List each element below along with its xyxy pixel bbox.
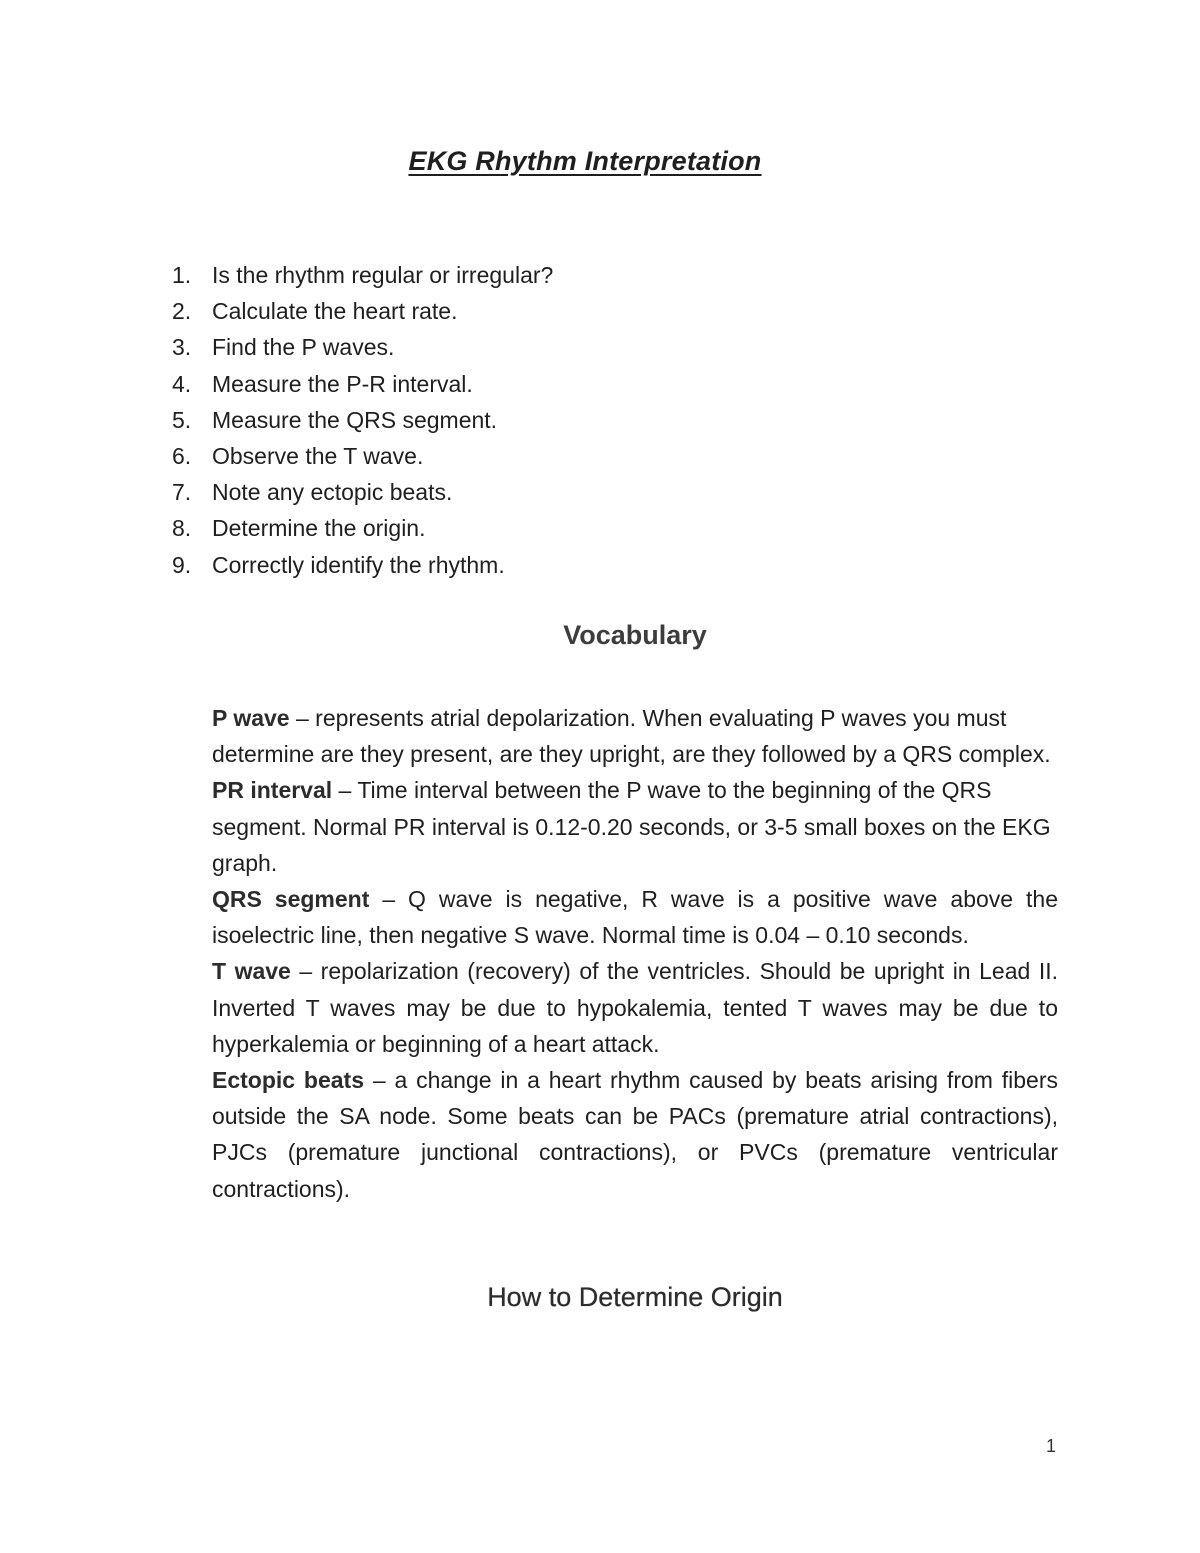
step-number: 5. <box>172 406 192 433</box>
list-item <box>172 366 553 402</box>
vocabulary-definition: – represents atrial depolarization. When evaluating P waves you must determine are they present, are they upright, are they followed by a QRS complex. <box>212 705 1051 768</box>
list-item <box>172 438 553 474</box>
list-item <box>172 474 553 510</box>
step-number: 8. <box>172 515 192 542</box>
list-item <box>172 402 553 438</box>
vocabulary-term: Ectopic beats <box>212 1067 364 1094</box>
vocabulary-term: QRS segment <box>212 886 370 913</box>
step-text: Note any ectopic beats. <box>212 479 453 506</box>
list-item <box>172 257 553 293</box>
vocabulary-entry <box>212 1062 1058 1207</box>
list-item <box>172 510 553 546</box>
step-number: 4. <box>172 370 192 397</box>
vocabulary-term: T wave <box>212 958 291 985</box>
vocabulary-heading: Vocabulary <box>563 620 707 650</box>
step-text: Measure the QRS segment. <box>212 406 498 433</box>
step-number: 1. <box>172 262 192 288</box>
step-text: Measure the P-R interval. <box>212 370 473 397</box>
vocabulary-section <box>212 700 1058 1207</box>
vocabulary-entry <box>212 953 1058 1062</box>
step-number: 7. <box>172 479 192 506</box>
interpretation-steps-list <box>172 257 553 583</box>
step-number: 6. <box>172 442 192 469</box>
vocabulary-definition: – repolarization (recovery) of the ventricles. Should be upright in Lead II. Inverted T waves may be due to hypokalemia, tented T waves may be due to hyperkalemia or beginning of a heart attack. <box>212 958 1058 1057</box>
list-item <box>172 329 553 365</box>
vocabulary-term: PR interval <box>212 777 333 804</box>
step-number: 3. <box>172 334 192 361</box>
list-item <box>172 293 553 329</box>
step-number: 2. <box>172 298 192 325</box>
step-number: 9. <box>172 551 192 578</box>
page-number: 1 <box>1046 1436 1057 1456</box>
list-item <box>172 547 553 583</box>
document-title: EKG Rhythm Interpretation <box>408 146 762 176</box>
origin-heading: How to Determine Origin <box>487 1282 783 1312</box>
vocabulary-term: P wave <box>212 705 290 731</box>
step-text: Is the rhythm regular or irregular? <box>212 262 554 288</box>
vocabulary-definition: – Time interval between the P wave to the beginning of the QRS segment. Normal PR interval is 0.12-0.20 seconds, or 3-5 small boxes on the EKG graph. <box>212 777 1051 876</box>
step-text: Calculate the heart rate. <box>212 298 458 325</box>
step-text: Determine the origin. <box>212 515 426 542</box>
step-text: Observe the T wave. <box>212 442 424 469</box>
step-text: Find the P waves. <box>212 334 395 361</box>
vocabulary-entry <box>212 772 1058 881</box>
vocabulary-definition: – Q wave is negative, R wave is a positive wave above the isoelectric line, then negative S wave. Normal time is 0.04 – 0.10 seconds. <box>212 886 1058 949</box>
vocabulary-entry <box>212 700 1058 772</box>
vocabulary-entry <box>212 881 1058 953</box>
step-text: Correctly identify the rhythm. <box>212 551 505 578</box>
vocabulary-definition: – a change in a heart rhythm caused by beats arising from fibers outside the SA node. Some beats can be PACs (premature atrial contractions), PJCs (premature junctional contractions), or PVCs (premature ventricular contractions). <box>212 1067 1058 1202</box>
